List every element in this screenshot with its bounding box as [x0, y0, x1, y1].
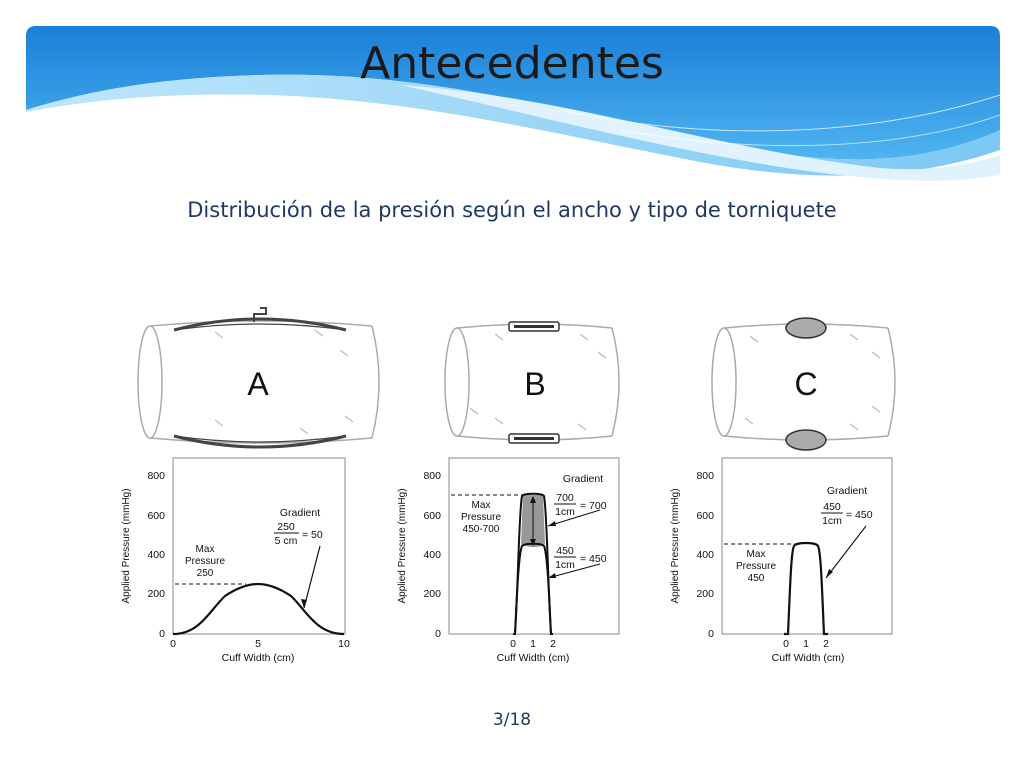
- gradient-result: = 50: [302, 529, 323, 541]
- y-tick: 200: [696, 588, 714, 600]
- pressure-curve: [173, 584, 344, 634]
- y-axis-label: Applied Pressure (mmHg): [121, 488, 132, 604]
- panel-c: [670, 318, 895, 664]
- panel-a: [121, 308, 379, 664]
- max-pressure-label: Max: [195, 544, 215, 555]
- gradient-numerator: 700: [556, 492, 574, 504]
- y-tick: 0: [435, 628, 441, 640]
- y-tick: 600: [696, 510, 714, 522]
- gradient-numerator: 450: [556, 545, 574, 557]
- gradient-denominator: 1cm: [822, 515, 842, 527]
- panel-b: [397, 322, 619, 664]
- y-tick: 800: [423, 470, 441, 482]
- chart-b: [397, 458, 619, 664]
- x-tick: 10: [338, 638, 350, 650]
- x-tick: 2: [823, 638, 829, 650]
- panel-letter: B: [524, 366, 546, 402]
- panel-letter: C: [794, 366, 818, 402]
- gradient-title: Gradient: [279, 507, 321, 519]
- y-tick: 200: [423, 588, 441, 600]
- chart-a: [121, 458, 350, 664]
- slide-title: Antecedentes: [360, 38, 664, 89]
- gradient-result: = 700: [580, 500, 607, 512]
- x-tick: 2: [550, 638, 556, 650]
- gradient-result: = 450: [846, 509, 873, 521]
- gradient-denominator: 1cm: [555, 559, 575, 571]
- y-tick: 800: [696, 470, 714, 482]
- x-tick: 0: [783, 638, 789, 650]
- x-tick: 0: [170, 638, 176, 650]
- gradient-title: Gradient: [826, 485, 868, 497]
- y-tick: 600: [147, 510, 165, 522]
- page-number: 3/18: [492, 710, 532, 730]
- tourniquet-pressure-figure: [0, 290, 1024, 680]
- y-tick: 600: [423, 510, 441, 522]
- max-pressure-label: Pressure: [184, 556, 226, 567]
- y-axis-label: Applied Pressure (mmHg): [397, 488, 408, 604]
- gradient-result: = 450: [580, 553, 607, 565]
- x-axis-label: Cuff Width (cm): [771, 652, 845, 664]
- y-tick: 800: [147, 470, 165, 482]
- gradient-numerator: 450: [823, 501, 841, 513]
- x-axis-label: Cuff Width (cm): [496, 652, 570, 664]
- x-tick: 1: [530, 638, 536, 650]
- max-pressure-label: Pressure: [735, 561, 777, 572]
- slide-subtitle: Distribución de la presión según el ancho y tipo de torniquete: [187, 198, 837, 222]
- y-tick: 400: [147, 549, 165, 561]
- y-tick: 400: [423, 549, 441, 561]
- gradient-denominator: 5 cm: [274, 535, 298, 547]
- pressure-curve-min: [515, 544, 551, 634]
- gradient-denominator: 1cm: [555, 506, 575, 518]
- y-tick: 0: [159, 628, 165, 640]
- y-tick: 0: [708, 628, 714, 640]
- max-pressure-label: Max: [746, 549, 766, 560]
- header-wave-banner: [0, 0, 1024, 200]
- gradient-title: Gradient: [562, 473, 604, 485]
- max-pressure-label: Max: [471, 500, 491, 511]
- gradient-numerator: 250: [277, 521, 295, 533]
- chart-c: [670, 458, 892, 664]
- x-tick: 5: [255, 638, 261, 650]
- x-axis-label: Cuff Width (cm): [221, 652, 295, 664]
- max-pressure-value: 250: [196, 568, 214, 579]
- panel-letter: A: [247, 366, 269, 402]
- x-tick: 0: [510, 638, 516, 650]
- pressure-curve: [784, 543, 828, 634]
- y-axis-label: Applied Pressure (mmHg): [670, 488, 681, 604]
- y-tick: 400: [696, 549, 714, 561]
- y-tick: 200: [147, 588, 165, 600]
- max-pressure-value: 450: [747, 573, 765, 584]
- max-pressure-value: 450-700: [462, 524, 500, 535]
- x-tick: 1: [803, 638, 809, 650]
- max-pressure-label: Pressure: [460, 512, 502, 523]
